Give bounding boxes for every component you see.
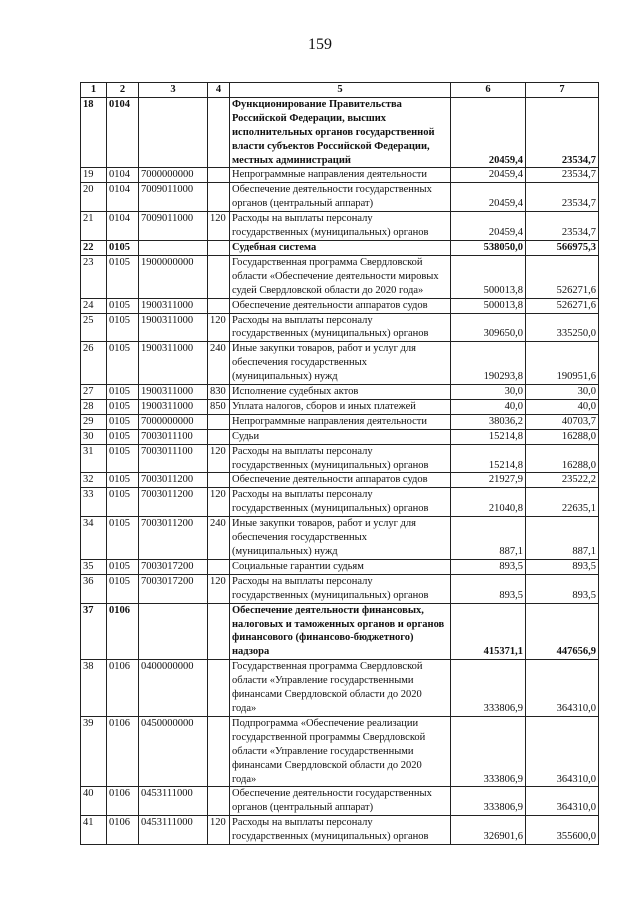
target-code: 7000000000 [139,168,208,183]
expense-type-code [208,183,230,212]
expense-type-code: 120 [208,488,230,517]
section-code: 0105 [107,517,139,560]
section-code: 0105 [107,298,139,313]
amount-year-2: 355600,0 [526,816,599,845]
amount-year-1: 538050,0 [451,240,526,255]
amount-year-1: 38036,2 [451,414,526,429]
section-code: 0104 [107,168,139,183]
table-row [81,444,599,473]
item-name: Расходы на выплаты персоналу государственных (муниципальных) органов [230,816,451,845]
row-number: 31 [81,444,107,473]
expense-type-code [208,660,230,717]
amount-year-2: 23522,2 [526,473,599,488]
amount-year-1: 309650,0 [451,313,526,342]
item-name: Функционирование Правительства Российской Федерации, высших исполнительных органов государственной власти субъектов Российской Федерации, местных администраций [230,97,451,168]
expense-type-code: 850 [208,399,230,414]
section-code: 0104 [107,212,139,241]
expense-type-code [208,429,230,444]
table-row [81,429,599,444]
section-code: 0105 [107,240,139,255]
expense-type-code: 120 [208,816,230,845]
section-code: 0105 [107,574,139,603]
row-number: 18 [81,97,107,168]
row-number: 35 [81,559,107,574]
row-number: 24 [81,298,107,313]
amount-year-2: 16288,0 [526,429,599,444]
amount-year-1: 30,0 [451,385,526,400]
table-row [81,298,599,313]
amount-year-1: 333806,9 [451,787,526,816]
item-name: Обеспечение деятельности аппаратов судов [230,473,451,488]
column-header: 4 [208,83,230,98]
amount-year-2: 526271,6 [526,298,599,313]
item-name: Обеспечение деятельности государственных органов (центральный аппарат) [230,183,451,212]
amount-year-1: 893,5 [451,574,526,603]
target-code: 1900311000 [139,385,208,400]
section-code: 0106 [107,660,139,717]
expense-type-code [208,97,230,168]
table-row [81,313,599,342]
table-row [81,385,599,400]
amount-year-2: 23534,7 [526,168,599,183]
target-code: 0453111000 [139,816,208,845]
amount-year-2: 40,0 [526,399,599,414]
target-code: 7003011100 [139,429,208,444]
row-number: 27 [81,385,107,400]
amount-year-1: 20459,4 [451,97,526,168]
expense-type-code: 240 [208,342,230,385]
table-row [81,342,599,385]
target-code: 7003011100 [139,444,208,473]
row-number: 26 [81,342,107,385]
amount-year-2: 190951,6 [526,342,599,385]
amount-year-1: 20459,4 [451,212,526,241]
item-name: Расходы на выплаты персоналу государственных (муниципальных) органов [230,444,451,473]
target-code [139,97,208,168]
amount-year-2: 23534,7 [526,212,599,241]
amount-year-2: 40703,7 [526,414,599,429]
target-code: 7003011200 [139,517,208,560]
table-row [81,414,599,429]
section-code: 0106 [107,787,139,816]
amount-year-1: 500013,8 [451,255,526,298]
amount-year-1: 893,5 [451,559,526,574]
amount-year-1: 415371,1 [451,603,526,660]
expense-type-code [208,414,230,429]
expense-type-code [208,603,230,660]
column-header: 2 [107,83,139,98]
section-code: 0105 [107,255,139,298]
table-row [81,816,599,845]
table-row [81,399,599,414]
amount-year-2: 893,5 [526,559,599,574]
target-code [139,603,208,660]
target-code: 1900311000 [139,313,208,342]
expense-type-code [208,716,230,787]
section-code: 0106 [107,603,139,660]
item-name: Иные закупки товаров, работ и услуг для обеспечения государственных (муниципальных) нужд [230,517,451,560]
target-code: 1900311000 [139,298,208,313]
target-code: 7003011200 [139,473,208,488]
section-code: 0105 [107,399,139,414]
item-name: Иные закупки товаров, работ и услуг для обеспечения государственных (муниципальных) нужд [230,342,451,385]
row-number: 30 [81,429,107,444]
section-code: 0105 [107,342,139,385]
section-code: 0104 [107,97,139,168]
item-name: Расходы на выплаты персоналу государственных (муниципальных) органов [230,574,451,603]
item-name: Расходы на выплаты персоналу государственных (муниципальных) органов [230,212,451,241]
page-number: 159 [308,36,332,53]
expense-type-code: 120 [208,212,230,241]
expense-type-code: 120 [208,444,230,473]
item-name: Уплата налогов, сборов и иных платежей [230,399,451,414]
amount-year-2: 364310,0 [526,716,599,787]
row-number: 40 [81,787,107,816]
section-code: 0105 [107,488,139,517]
table-row [81,212,599,241]
table-row [81,517,599,560]
item-name: Расходы на выплаты персоналу государственных (муниципальных) органов [230,488,451,517]
table-row [81,716,599,787]
amount-year-2: 22635,1 [526,488,599,517]
target-code: 0400000000 [139,660,208,717]
amount-year-1: 190293,8 [451,342,526,385]
amount-year-1: 21927,9 [451,473,526,488]
item-name: Непрограммные направления деятельности [230,414,451,429]
amount-year-1: 326901,6 [451,816,526,845]
row-number: 22 [81,240,107,255]
amount-year-1: 333806,9 [451,660,526,717]
table-row [81,660,599,717]
column-header: 6 [451,83,526,98]
amount-year-1: 20459,4 [451,183,526,212]
column-header: 5 [230,83,451,98]
target-code [139,240,208,255]
target-code: 7000000000 [139,414,208,429]
table-row [81,603,599,660]
amount-year-1: 333806,9 [451,716,526,787]
column-header: 1 [81,83,107,98]
budget-table [80,82,599,845]
target-code: 0453111000 [139,787,208,816]
section-code: 0105 [107,429,139,444]
amount-year-2: 566975,3 [526,240,599,255]
amount-year-2: 447656,9 [526,603,599,660]
expense-type-code [208,240,230,255]
expense-type-code: 120 [208,313,230,342]
row-number: 39 [81,716,107,787]
target-code: 1900311000 [139,342,208,385]
expense-type-code: 120 [208,574,230,603]
amount-year-1: 15214,8 [451,444,526,473]
amount-year-2: 16288,0 [526,444,599,473]
item-name: Обеспечение деятельности финансовых, налоговых и таможенных органов и органов финансового (финансово-бюджетного) надзора [230,603,451,660]
item-name: Обеспечение деятельности аппаратов судов [230,298,451,313]
row-number: 37 [81,603,107,660]
section-code: 0105 [107,313,139,342]
item-name: Обеспечение деятельности государственных органов (центральный аппарат) [230,787,451,816]
expense-type-code: 240 [208,517,230,560]
row-number: 41 [81,816,107,845]
row-number: 36 [81,574,107,603]
row-number: 33 [81,488,107,517]
row-number: 20 [81,183,107,212]
table-row [81,473,599,488]
expense-type-code: 830 [208,385,230,400]
expense-type-code [208,255,230,298]
amount-year-1: 500013,8 [451,298,526,313]
row-number: 29 [81,414,107,429]
item-name: Судьи [230,429,451,444]
amount-year-1: 887,1 [451,517,526,560]
table-row [81,787,599,816]
expense-type-code [208,168,230,183]
amount-year-2: 364310,0 [526,660,599,717]
row-number: 23 [81,255,107,298]
table-row [81,488,599,517]
section-code: 0105 [107,559,139,574]
section-code: 0106 [107,716,139,787]
target-code: 7009011000 [139,183,208,212]
table-row [81,574,599,603]
target-code: 7003011200 [139,488,208,517]
section-code: 0105 [107,473,139,488]
expense-type-code [208,298,230,313]
amount-year-2: 23534,7 [526,97,599,168]
table-row [81,559,599,574]
row-number: 28 [81,399,107,414]
amount-year-1: 40,0 [451,399,526,414]
item-name: Государственная программа Свердловской области «Обеспечение деятельности мировых судей Свердловской области до 2020 года» [230,255,451,298]
amount-year-2: 364310,0 [526,787,599,816]
amount-year-2: 893,5 [526,574,599,603]
item-name: Государственная программа Свердловской области «Управление государственными финансами Свердловской области до 2020 года» [230,660,451,717]
amount-year-1: 20459,4 [451,168,526,183]
amount-year-2: 526271,6 [526,255,599,298]
target-code: 7003017200 [139,574,208,603]
item-name: Подпрограмма «Обеспечение реализации государственной программы Свердловской области «Управление государственными финансами Свердловской области до 2020 года» [230,716,451,787]
amount-year-1: 15214,8 [451,429,526,444]
item-name: Судебная система [230,240,451,255]
table-row [81,97,599,168]
target-code: 0450000000 [139,716,208,787]
amount-year-2: 335250,0 [526,313,599,342]
section-code: 0106 [107,816,139,845]
row-number: 38 [81,660,107,717]
header-row [81,83,599,98]
row-number: 25 [81,313,107,342]
item-name: Расходы на выплаты персоналу государственных (муниципальных) органов [230,313,451,342]
table-row [81,168,599,183]
table-row [81,183,599,212]
expense-type-code [208,559,230,574]
target-code: 7003017200 [139,559,208,574]
column-header: 7 [526,83,599,98]
amount-year-2: 887,1 [526,517,599,560]
column-header: 3 [139,83,208,98]
section-code: 0105 [107,385,139,400]
target-code: 1900311000 [139,399,208,414]
item-name: Непрограммные направления деятельности [230,168,451,183]
table-row [81,255,599,298]
section-code: 0105 [107,414,139,429]
expense-type-code [208,787,230,816]
expense-type-code [208,473,230,488]
row-number: 21 [81,212,107,241]
row-number: 34 [81,517,107,560]
amount-year-1: 21040,8 [451,488,526,517]
item-name: Социальные гарантии судьям [230,559,451,574]
target-code: 7009011000 [139,212,208,241]
row-number: 32 [81,473,107,488]
section-code: 0104 [107,183,139,212]
table-row [81,240,599,255]
row-number: 19 [81,168,107,183]
amount-year-2: 23534,7 [526,183,599,212]
item-name: Исполнение судебных актов [230,385,451,400]
section-code: 0105 [107,444,139,473]
target-code: 1900000000 [139,255,208,298]
amount-year-2: 30,0 [526,385,599,400]
